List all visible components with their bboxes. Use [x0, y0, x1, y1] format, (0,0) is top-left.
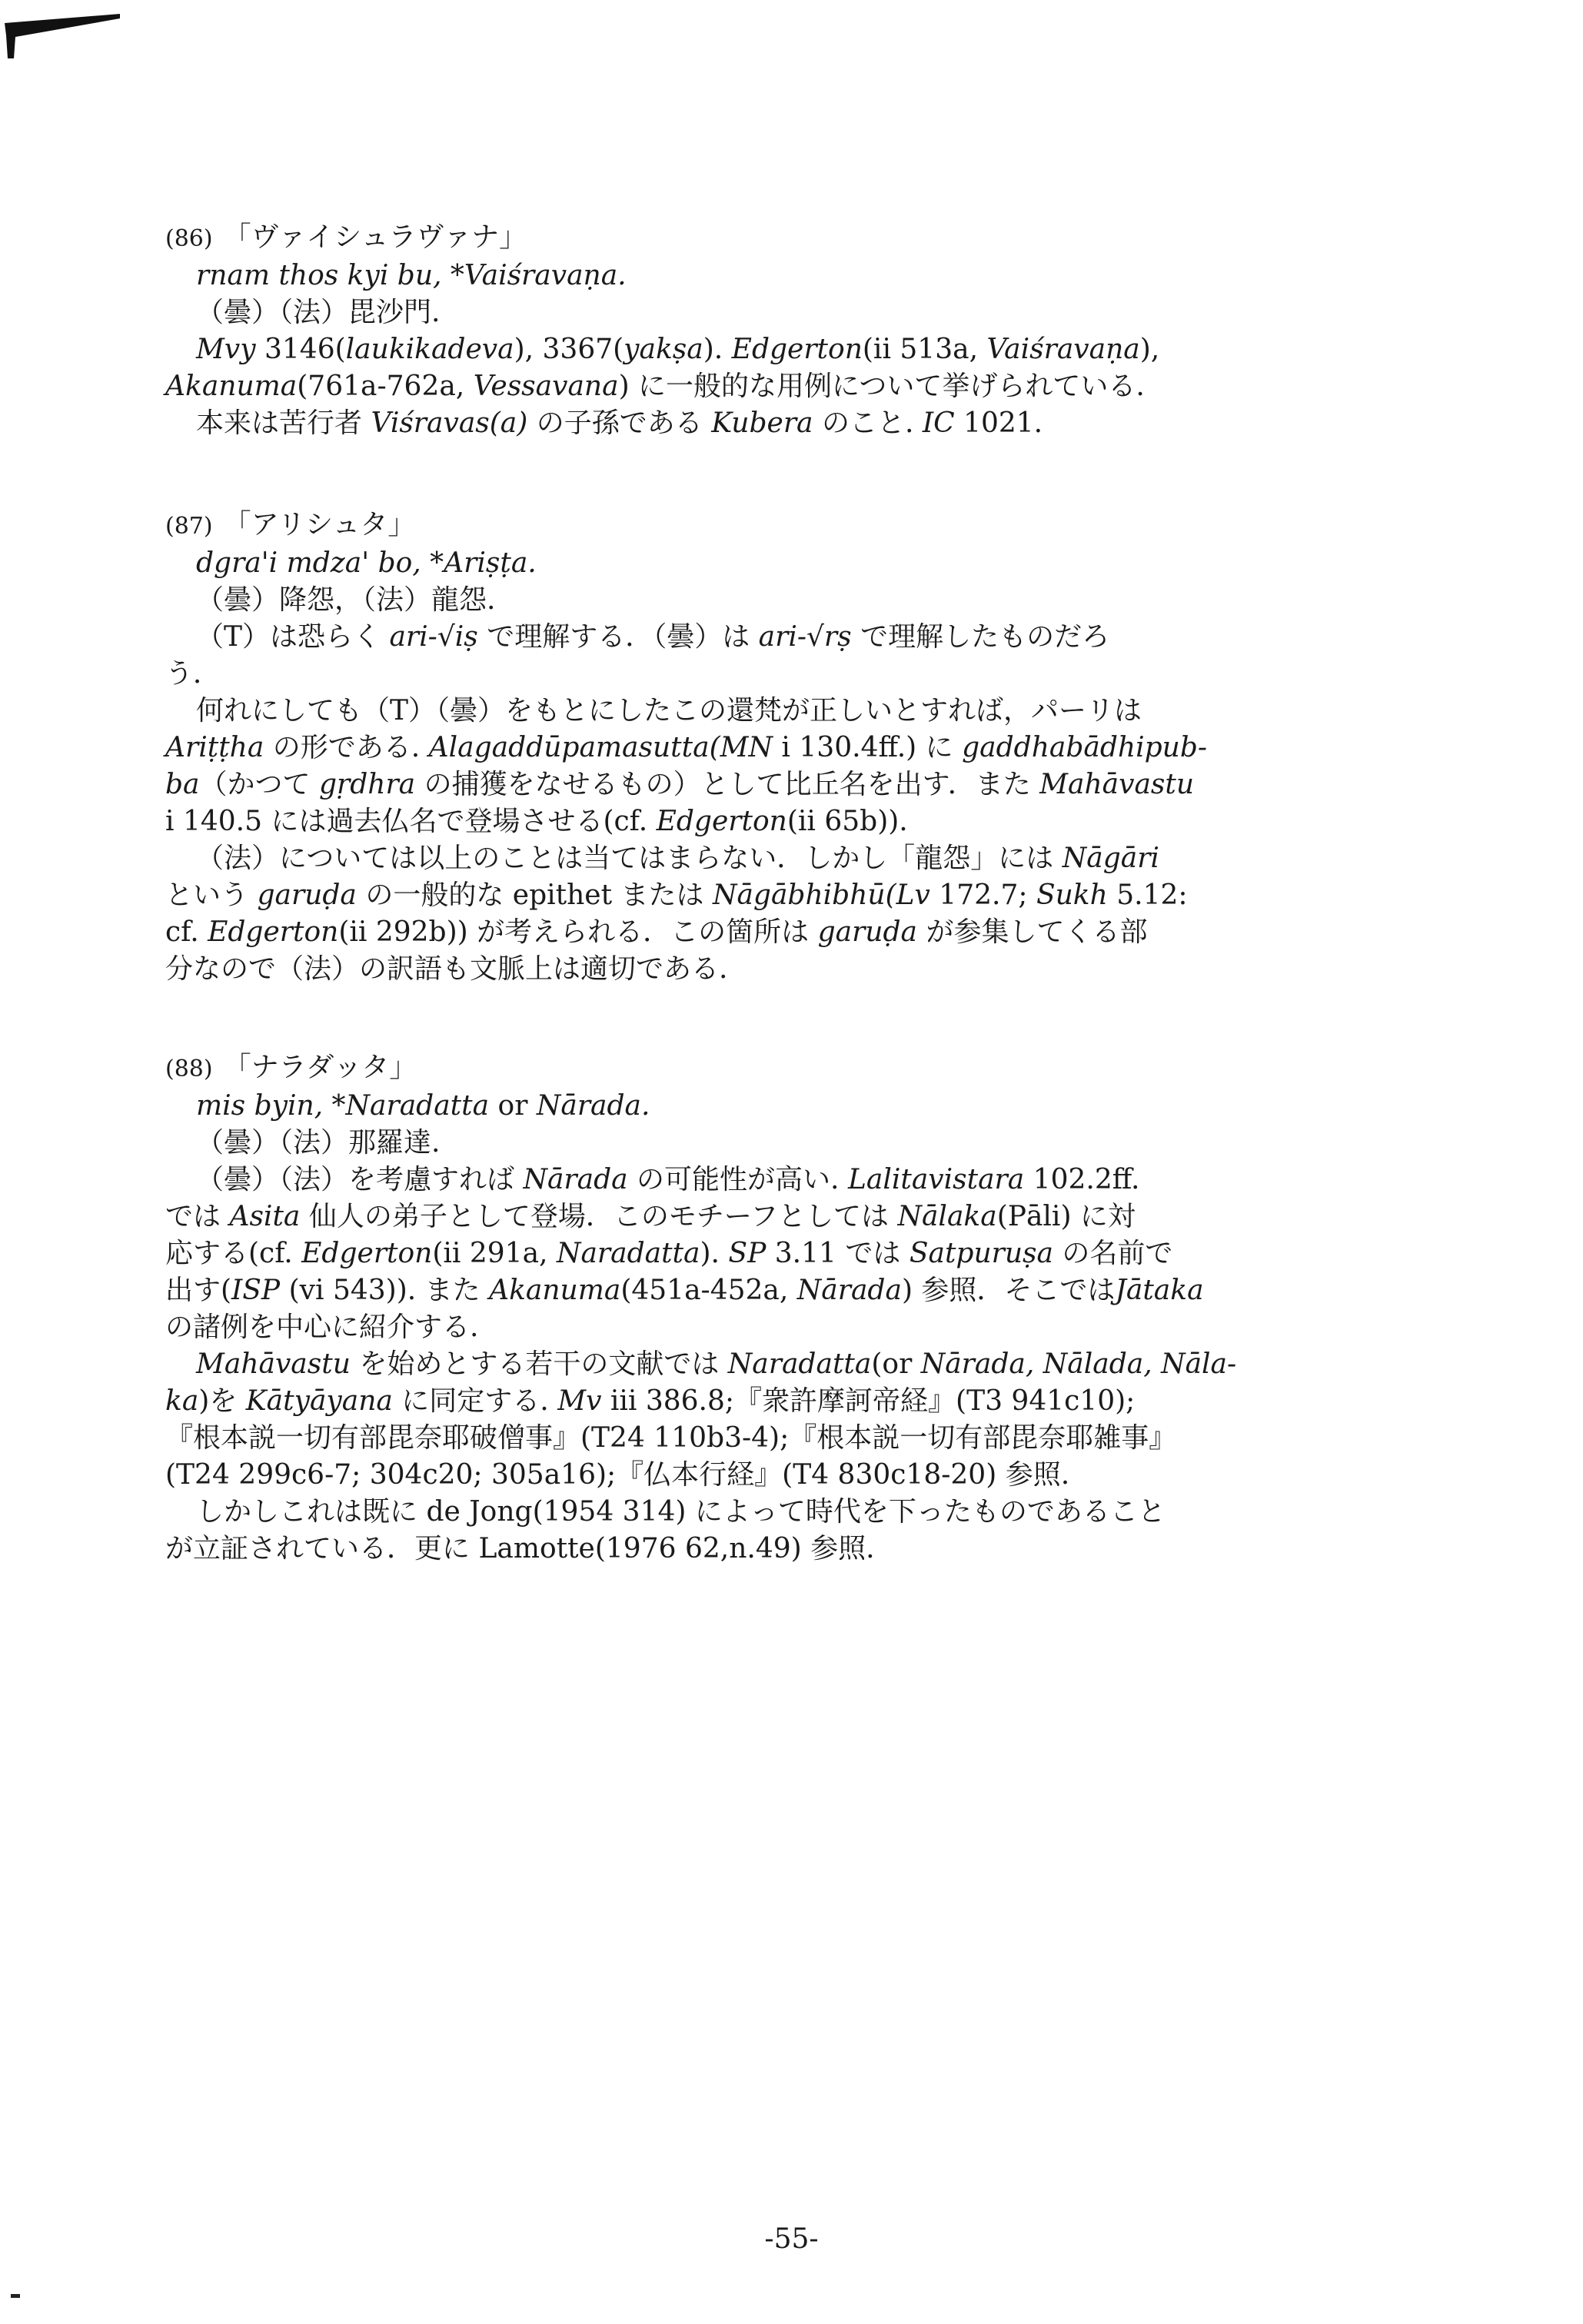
section-gap	[165, 988, 1342, 1049]
text-line	[165, 1494, 1342, 1531]
text-run: (451a-452a,	[620, 1275, 797, 1306]
italic-term: Edgerton	[731, 334, 863, 365]
note-entry	[165, 1049, 1342, 1568]
text-run: 5.12:	[1107, 879, 1188, 911]
text-line	[165, 1235, 1342, 1272]
italic-term: Nārada	[796, 1275, 902, 1306]
text-line	[165, 1272, 1342, 1309]
italic-term: Akanuma	[489, 1275, 621, 1306]
italic-term: rnam thos kyi bu, *Vaiśravaṇa.	[196, 260, 627, 291]
text-run: 3.11 では	[766, 1238, 910, 1269]
text-line	[165, 693, 1342, 730]
italic-term: Naradatta	[727, 1348, 872, 1380]
italic-term: Nārada	[523, 1164, 628, 1195]
italic-term: dgra'i mdza' bo, *Ariṣṭa.	[196, 547, 537, 579]
text-line	[165, 294, 1342, 331]
text-run: (ii 513a,	[862, 334, 987, 365]
text-run: を始めとする若干の文献では	[350, 1348, 728, 1380]
italic-term: Nālaka	[897, 1201, 997, 1232]
italic-term: SP	[728, 1238, 767, 1269]
text-line	[165, 1346, 1342, 1383]
text-run: i 130.4ff.) に	[772, 732, 963, 763]
text-run: ), 3367(	[514, 334, 624, 365]
italic-term: Sukh	[1036, 879, 1108, 911]
text-run: 102.2ff.	[1024, 1164, 1140, 1195]
text-run: or	[489, 1090, 537, 1122]
text-line	[165, 766, 1342, 803]
italic-term: Vaiśravaṇa	[986, 334, 1140, 365]
entry-number: (87)	[165, 513, 213, 540]
text-run: （T）は恐らく	[196, 621, 390, 653]
text-run: のこと.	[813, 407, 923, 439]
text-line	[165, 1125, 1342, 1162]
italic-term: ISP	[231, 1275, 281, 1306]
italic-term: Nārada, Nālada, Nāla-	[920, 1348, 1237, 1380]
text-line	[165, 368, 1342, 405]
text-run: の一般的な epithet または	[356, 879, 713, 911]
corner-mark	[5, 12, 120, 58]
text-run: ) に一般的な用例について挙げられている.	[618, 371, 1145, 402]
entry-heading	[165, 219, 1342, 258]
text-line	[165, 1088, 1342, 1125]
text-run: という	[165, 879, 258, 911]
italic-term: laukikadeva	[345, 334, 514, 365]
text-line	[165, 1309, 1342, 1346]
text-run: 出す(	[165, 1275, 232, 1306]
text-line	[165, 405, 1342, 442]
italic-term: gṛdhra	[318, 769, 416, 800]
text-run: (vi 543)). また	[280, 1275, 490, 1306]
text-line	[165, 1457, 1342, 1494]
text-run: (Pāli) に対	[996, 1201, 1136, 1232]
text-line	[165, 840, 1342, 877]
italic-term: Nāgāri	[1062, 843, 1159, 874]
entry-heading	[165, 507, 1342, 545]
page-number: -55-	[764, 2223, 819, 2255]
text-run: ).	[700, 1238, 729, 1269]
text-run: （曇）（法）を考慮すれば	[196, 1164, 524, 1195]
italic-term: Naradatta	[556, 1238, 700, 1269]
text-run: しかしこれは既に de Jong(1954 314) によって時代を下ったものであること	[196, 1496, 1166, 1528]
text-line	[165, 1199, 1342, 1235]
italic-term: Mv	[557, 1385, 602, 1417]
text-run: (761a-762a,	[297, 371, 474, 402]
text-run: 172.7;	[930, 879, 1036, 911]
italic-term: Asita	[229, 1201, 301, 1232]
text-run: (T24 299c6-7; 304c20; 305a16);『仏本行経』(T4 830c18-20) 参照.	[165, 1459, 1070, 1491]
italic-term: gaddhabādhipub-	[962, 732, 1208, 763]
entry-number: (88)	[165, 1056, 213, 1082]
text-run: )を	[198, 1385, 246, 1417]
text-run: 『根本説一切有部毘奈耶破僧事』(T24 110b3-4);『根本説一切有部毘奈耶雑事』	[165, 1422, 1177, 1454]
text-line	[165, 730, 1342, 766]
text-line	[165, 619, 1342, 656]
text-line	[165, 582, 1342, 619]
note-entry	[165, 219, 1342, 442]
italic-term: IC	[922, 407, 955, 439]
text-run: 分なので（法）の訳語も文脈上は適切である.	[165, 953, 728, 985]
entry-title: 「ヴァイシュラヴァナ」	[223, 221, 527, 253]
text-run: 仙人の弟子として登場．このモチーフとしては	[300, 1201, 898, 1232]
text-run: の可能性が高い.	[627, 1164, 848, 1195]
italic-term: Nārada.	[536, 1090, 650, 1122]
text-run: で理解したものだろ	[851, 621, 1110, 653]
italic-term: ka	[165, 1385, 199, 1417]
text-run: (ii 65b)).	[787, 806, 908, 837]
text-run: 応する(cf.	[165, 1238, 302, 1269]
italic-term: ba	[165, 769, 200, 800]
text-run: (or	[871, 1348, 921, 1380]
text-run: （曇）（法）那羅達.	[196, 1127, 441, 1159]
text-run: iii 386.8;『衆許摩訶帝経』(T3 941c10);	[601, 1385, 1136, 1417]
italic-term: garuḍa	[817, 916, 917, 948]
text-run: 本来は苦行者	[196, 407, 371, 439]
italic-term: Akanuma	[165, 371, 298, 402]
text-run: 1021.	[954, 407, 1043, 439]
text-run: （かつて	[199, 769, 319, 800]
text-run: （曇）降怨，（法）龍怨.	[196, 584, 496, 616]
text-run: の形である.	[264, 732, 429, 763]
entry-heading	[165, 1049, 1342, 1088]
italic-term: Nāgābhibhū(Lv	[712, 879, 930, 911]
italic-term: Edgerton	[208, 916, 339, 948]
italic-term: yakṣa	[624, 334, 703, 365]
text-run: の子孫である	[527, 407, 712, 439]
text-line	[165, 1420, 1342, 1457]
text-run: （曇）（法）毘沙門.	[196, 297, 441, 328]
italic-term: ari-√iṣ	[389, 621, 478, 653]
text-run: cf.	[165, 916, 208, 948]
text-run: が参集してくる部	[917, 916, 1148, 948]
italic-term: Mahāvastu	[196, 1348, 351, 1380]
text-run: 3146(	[255, 334, 346, 365]
entry-number: (86)	[165, 225, 213, 252]
text-run: i 140.5 には過去仏名で登場させる(cf.	[165, 806, 657, 837]
italic-term: Mahāvastu	[1039, 769, 1195, 800]
text-run: う．	[165, 658, 221, 690]
text-line	[165, 951, 1342, 988]
text-run: の諸例を中心に紹介する.	[165, 1312, 479, 1343]
italic-term: Ariṭṭha	[165, 732, 264, 763]
text-line	[165, 331, 1342, 368]
text-line	[165, 656, 1342, 693]
text-line	[165, 545, 1342, 582]
scan-mark	[11, 2294, 20, 2298]
italic-term: Viśravas(a)	[371, 407, 528, 439]
text-run: 何れにしても（T）（曇）をもとにしたこの還梵が正しいとすれば，パーリは	[196, 695, 1142, 726]
text-run: で理解する．（曇）は	[477, 621, 759, 653]
text-run: が立証されている．更に Lamotte(1976 62,n.49) 参照.	[165, 1533, 875, 1564]
italic-term: Jātaka	[1115, 1275, 1204, 1306]
text-run: ) 参照．そこでは	[901, 1275, 1116, 1306]
italic-term: Alagaddūpamasutta(MN	[428, 732, 773, 763]
text-run: の名前で	[1053, 1238, 1173, 1269]
text-run: ).	[703, 334, 732, 365]
italic-term: ari-√rṣ	[758, 621, 852, 653]
text-run: ),	[1139, 334, 1160, 365]
italic-term: Edgerton	[301, 1238, 433, 1269]
text-line	[165, 1162, 1342, 1199]
italic-term: Mvy	[196, 334, 256, 365]
text-run: (ii 291a,	[432, 1238, 557, 1269]
text-line	[165, 1531, 1342, 1568]
text-line	[165, 803, 1342, 840]
text-line	[165, 914, 1342, 951]
text-line	[165, 258, 1342, 294]
text-run: (ii 292b)) が考えられる．この箇所は	[338, 916, 818, 948]
text-line	[165, 1383, 1342, 1420]
text-run: に同定する.	[392, 1385, 558, 1417]
text-run: （法）については以上のことは当てはまらない．しかし「龍怨」には	[196, 843, 1063, 874]
italic-term: mis byin, *Naradatta	[196, 1090, 490, 1122]
italic-term: Kubera	[711, 407, 813, 439]
italic-term: Satpuruṣa	[909, 1238, 1053, 1269]
italic-term: Edgerton	[656, 806, 787, 837]
text-run: の捕獲をなせるもの）として比丘名を出す．また	[415, 769, 1040, 800]
italic-term: Kātyāyana	[245, 1385, 393, 1417]
entry-title: 「アリシュタ」	[223, 509, 416, 540]
entry-title: 「ナラダッタ」	[223, 1052, 417, 1083]
italic-term: garuḍa	[257, 879, 357, 911]
italic-term: Lalitavistara	[847, 1164, 1025, 1195]
text-line	[165, 877, 1342, 914]
note-entry	[165, 507, 1342, 988]
page-body	[165, 219, 1342, 1568]
italic-term: Vessavana	[473, 371, 619, 402]
text-run: では	[165, 1201, 230, 1232]
section-gap	[165, 442, 1342, 507]
